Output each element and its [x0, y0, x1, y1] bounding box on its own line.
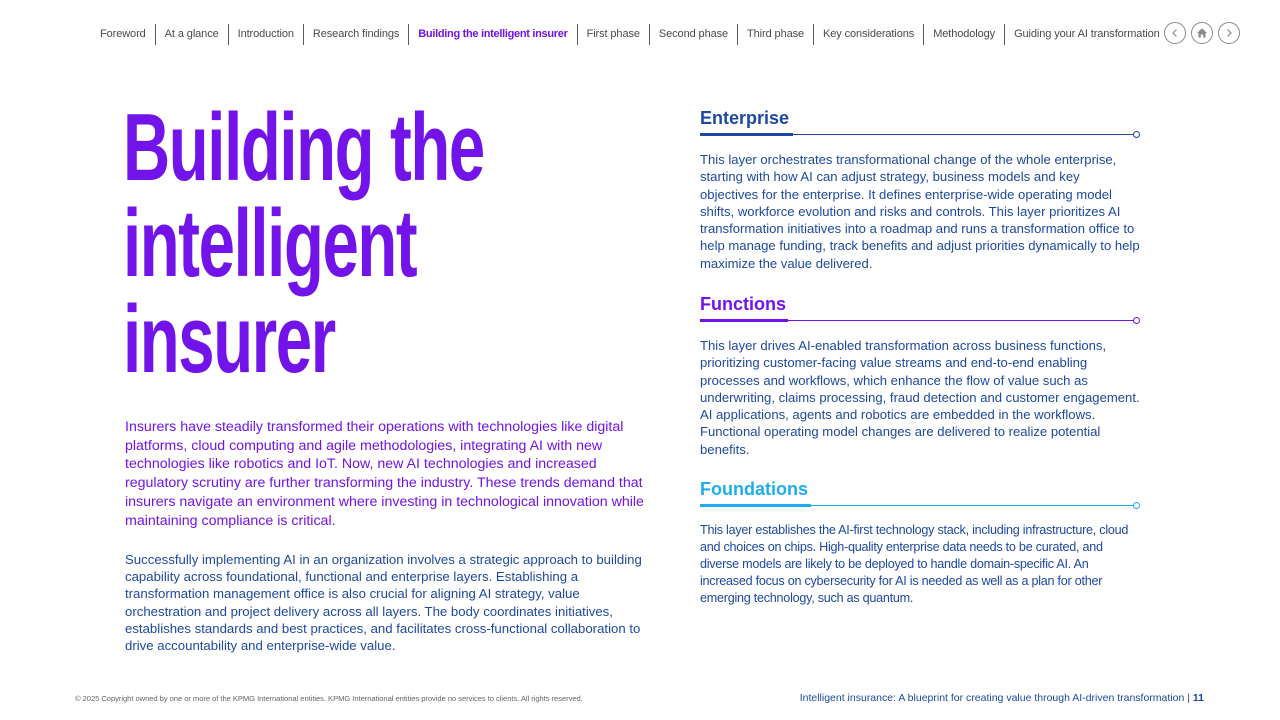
previous-page-button[interactable] — [1164, 22, 1186, 44]
nav-item-first-phase[interactable]: First phase — [577, 24, 649, 45]
home-button[interactable] — [1191, 22, 1213, 44]
next-page-button[interactable] — [1218, 22, 1240, 44]
title-line-3: insurer — [123, 286, 335, 393]
footer-separator: | — [1184, 692, 1193, 704]
enterprise-layer — [700, 107, 1140, 272]
nav-item-foreword[interactable]: Foreword — [100, 28, 146, 40]
enterprise-description: This layer orchestrates transformational change of the whole enterprise, starting with how AI can adjust strategy, business models and key objectives for the enterprise. It defines enterprise-wide operating model shifts, workforce evolution and risks and controls. This layer prioritizes AI transformation initiatives into a roadmap and runs a transformation office to help manage funding, track benefits and adjust priorities dynamically to help maximize the value delivered. — [700, 152, 1140, 271]
functions-heading: Functions — [700, 294, 786, 314]
body-paragraph: Successfully implementing AI in an organization involves a strategic approach to building capability across foundational, functional and enterprise layers. Establishing a transformation management office is also crucial for aligning AI strategy, value orchestration and project delivery across all layers. The body coordinates initiatives, establishes standards and best practices, and facilitates cross-functional collaboration to drive accountability and enterprise-wide value. — [125, 552, 642, 654]
nav-item-third-phase[interactable]: Third phase — [737, 24, 813, 45]
foundations-description: This layer establishes the AI-first technology stack, including infrastructure, cloud and choices on chips. High-quality enterprise data needs to be curated, and diverse models are likely to be deployed to handle domain-specific AI. An increased focus on cybersecurity for AI is needed as well as a plan for other emerging technology, such as quantum. — [700, 523, 1129, 605]
enterprise-rule — [700, 132, 1140, 138]
intro-paragraph: Insurers have steadily transformed their operations with technologies like digital platforms, cloud computing and agile methodologies, integrating AI with new technologies like robotics and IoT. Now, new AI technologies and increased regulatory scrutiny are further transforming the industry. These trends demand that insurers navigate an environment where investing in technological innovation while maintaining compliance is critical. — [125, 419, 644, 529]
functions-rule — [700, 318, 1140, 324]
copyright-notice: © 2025 Copyright owned by one or more of the KPMG International entities. KPMG International entities provide no services to clients. All rights reserved. — [75, 694, 583, 703]
nav-item-key-considerations[interactable]: Key considerations — [813, 24, 923, 45]
nav-item-introduction[interactable]: Introduction — [228, 24, 303, 45]
nav-item-guiding-your-ai-transformation[interactable]: Guiding your AI transformation — [1004, 24, 1169, 45]
chevron-left-icon — [1170, 28, 1180, 38]
enterprise-heading: Enterprise — [700, 108, 790, 128]
title-line-2: intelligent — [123, 190, 417, 297]
foundations-layer — [700, 478, 1140, 607]
nav-item-second-phase[interactable]: Second phase — [649, 24, 737, 45]
home-icon — [1196, 27, 1208, 39]
functions-description: This layer drives AI-enabled transformation across business functions, prioritizing customer-facing value streams and end-to-end enabling processes and workflows, which enhance the flow of value such as underwriting, claims processing, fraud detection and customer engagement. AI applications, agents and robotics are embedded in the workflows. Functional operating model changes are delivered to realize potential benefits. — [700, 338, 1140, 457]
nav-item-research-findings[interactable]: Research findings — [303, 24, 408, 45]
foundations-heading: Foundations — [700, 479, 808, 499]
page-title — [123, 94, 484, 393]
nav-item-building-the-intelligent-insurer[interactable]: Building the intelligent insurer — [408, 24, 576, 45]
nav-item-at-a-glance[interactable]: At a glance — [155, 24, 228, 45]
chevron-right-icon — [1224, 28, 1234, 38]
footer-page-info — [800, 692, 1204, 704]
title-line-1: Building the — [123, 94, 484, 201]
document-title: Intelligent insurance: A blueprint for creating value through AI-driven transformation — [799, 692, 1185, 704]
functions-layer — [700, 293, 1140, 458]
top-navigation — [91, 24, 1169, 45]
nav-item-methodology[interactable]: Methodology — [923, 24, 1004, 45]
foundations-rule — [700, 503, 1140, 509]
page-number: 11 — [1192, 692, 1204, 704]
page-navigation-buttons — [1164, 22, 1240, 44]
